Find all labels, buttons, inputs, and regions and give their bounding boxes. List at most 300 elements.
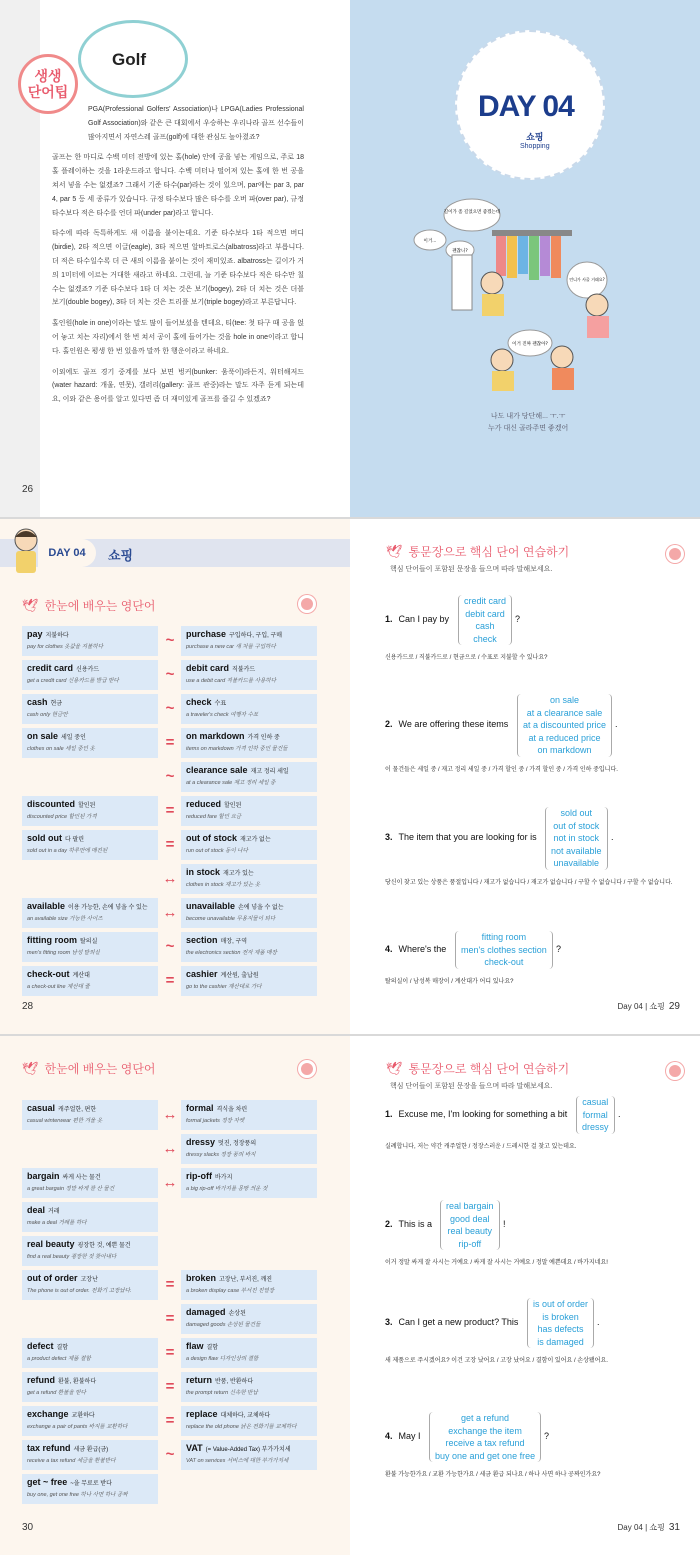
golf-para: 이외에도 골프 경기 중계를 보다 보면 벙커(bunker: 움푹이)라든지, 워터해저드(water hazard: 개울, 연못), 갤러리(gallery: 골프 관중)라는 말도 자주 듣게 되는데요, 이와 같은 용어를 알고 있다면 좀 더 재미있게 골프를 즐길 수 있겠죠?	[52, 368, 304, 404]
question-number: 4.	[385, 1431, 393, 1441]
question-end: ?	[556, 943, 562, 954]
practice-title	[386, 543, 569, 560]
vocab-word	[27, 1375, 153, 1385]
option-word: debit card	[465, 608, 505, 619]
vocab-word-ko: 굉장한 것, 예쁜 물건	[77, 1243, 131, 1249]
page-29	[350, 519, 700, 1034]
vocab-word-en: in stock	[186, 867, 221, 877]
spread-vocab-2	[0, 1036, 700, 1555]
vocab-word-ko: 고장난	[80, 1277, 98, 1283]
vocab-word	[186, 969, 312, 979]
vocab-word-ko: 가격 인하 중	[247, 735, 280, 741]
vocab-word-en: out of stock	[186, 833, 237, 843]
vocab-row	[22, 762, 317, 792]
vocab-word	[27, 1103, 153, 1113]
vocab-word	[186, 867, 312, 877]
vocab-example: make a deal 거래를 하다	[27, 1220, 87, 1226]
vocab-word	[27, 1273, 153, 1283]
vocab-row	[22, 796, 317, 826]
page-26	[0, 0, 350, 517]
relation-symbol: ~	[165, 632, 175, 649]
golf-para: PGA(Professional Golfers' Association)나 LPGA(Ladies Professional Golf Association)와 같은 큰 대회에서 우승하는 우리나라 골프 선수들이 많아지면서 자연스레 골프(golf)에 대한 관심도 높아졌죠?	[88, 106, 304, 141]
vocab-word-en: on markdown	[186, 731, 245, 741]
vocab-word	[27, 697, 153, 707]
page-30	[0, 1036, 350, 1555]
friend-body	[587, 316, 609, 338]
vocab-word-ko: (= Value-Added Tax) 부가가치세	[205, 1447, 291, 1453]
golf-para: 홀인원(hole in one)이라는 말도 많이 들어보셨을 텐데요, 티(tee: 첫 타구 때 공을 얹어 놓고 치는 자리)에서 한 번 쳐서 공이 홀에 들어가는 것을 hole in one이라고 합니다. 홀인원은 평생 한 번 있을까 말까 한 행운이라고 하네요.	[52, 320, 304, 355]
question-line	[385, 614, 449, 624]
vocab-word	[186, 1103, 312, 1113]
vocab-row	[22, 1474, 317, 1504]
translation: 환불 가능한가요 / 교환 가능한가요 / 세금 환급 되나요 / 하나 사면 하나 공짜인가요?	[385, 1472, 601, 1478]
vocab-word-ko: 고장난, 부서진, 깨진	[219, 1277, 273, 1283]
vocab-word	[186, 1137, 312, 1147]
vocab-example: a broken display case 부서진 진열장	[186, 1288, 275, 1294]
vocab-word-en: refund	[27, 1375, 55, 1385]
relation-symbol: =	[165, 802, 175, 819]
question-end: ?	[515, 614, 521, 624]
question-text: Can I pay by	[398, 614, 450, 624]
hanging-clothes	[496, 236, 561, 280]
vocab-word-en: formal	[186, 1103, 214, 1113]
question-line	[385, 944, 446, 954]
bird-icon: 🕊	[386, 1060, 403, 1076]
bird-icon: 🕊	[386, 543, 403, 559]
vocab-word-ko: 이용 가능한, 손에 넣을 수 있는	[68, 905, 148, 911]
vocab-word-en: out of order	[27, 1273, 78, 1283]
option-word: not in stock	[553, 833, 600, 843]
page-number: 30	[22, 1522, 34, 1533]
question-text: The item that you are looking for is	[398, 832, 537, 843]
question-text: Where's the	[398, 943, 447, 954]
question-number: 3.	[385, 1317, 393, 1327]
vocab-left	[22, 728, 158, 758]
vocab-right	[181, 1440, 317, 1470]
vocab-left	[22, 1168, 158, 1198]
question-text: May I	[398, 1431, 421, 1441]
vocab-row	[22, 1134, 317, 1164]
option-word: rip-off	[458, 1238, 482, 1249]
option-word: real beauty	[447, 1226, 493, 1236]
option-word: not available	[551, 845, 602, 856]
vocab-left	[22, 898, 158, 928]
relation-symbol: ↔	[162, 904, 178, 921]
option-word: men's clothes section	[461, 944, 547, 955]
vocab-word-en: check	[186, 697, 212, 707]
vocab-word-ko: 탈의실	[80, 939, 98, 945]
vocab-word-en: section	[186, 935, 218, 945]
relation-symbol: =	[165, 1378, 175, 1395]
practice-title-text: 통문장으로 핵심 단어 연습하기	[408, 545, 570, 559]
vocab-word	[27, 1171, 153, 1181]
page-number: 29	[668, 1001, 680, 1012]
vocab-left	[22, 1236, 158, 1266]
vocab-word-ko: 세일 중인	[61, 735, 86, 741]
vocab-left	[22, 1100, 158, 1130]
vocab-word-ko: 격식을 차린	[216, 1107, 248, 1113]
vocab-example: men's fitting room 남성 탈의실	[27, 950, 100, 956]
vocab-right	[181, 1100, 317, 1130]
vocab-word	[27, 629, 153, 639]
option-word: is out of order	[533, 1299, 589, 1309]
vocab-word-en: check-out	[27, 969, 70, 979]
vocab-right	[181, 728, 317, 758]
vocab-left	[22, 1406, 158, 1436]
question-text: Can I get a new product? This	[398, 1317, 519, 1327]
vocab-word	[186, 935, 312, 945]
vocab-right	[181, 626, 317, 656]
vocab-example: damaged goods 손상된 물건들	[186, 1322, 261, 1328]
question-line	[385, 1109, 567, 1119]
vocab-right	[181, 1304, 317, 1334]
vocab-example: formal jackets 정장 자켓	[186, 1118, 245, 1124]
option-word: unavailable	[553, 858, 600, 868]
footer-day: Day 04	[617, 1523, 643, 1532]
vocab-word	[27, 799, 153, 809]
vocab-word	[186, 833, 312, 843]
vocab-word-ko: 현금	[50, 701, 63, 707]
vocab-word	[27, 901, 153, 911]
vocab-word	[27, 935, 153, 945]
vocab-word-ko: 반품, 반환하다	[215, 1379, 254, 1385]
vocab-row	[22, 1406, 317, 1436]
friend-head	[586, 294, 608, 316]
vocab-word-en: tax refund	[27, 1443, 71, 1453]
vocab-right	[181, 1372, 317, 1402]
option-word: casual	[582, 1097, 609, 1107]
page-number: 26	[22, 484, 34, 495]
golf-article	[52, 103, 304, 414]
option-group	[429, 1412, 541, 1462]
vocab-left	[22, 1440, 158, 1470]
vocab-row	[22, 1168, 317, 1198]
translation: 이 물건들은 세일 중 / 재고 정리 세일 중 / 가격 할인 중 / 가격 할인 중 / 가격 인하 중입니다.	[385, 766, 618, 773]
vocab-word-en: VAT	[186, 1443, 203, 1453]
golf-para: 골프는 한 마디로 수백 미터 전방에 있는 홀(hole) 안에 공을 넣는 게임으로, 주로 18홀 플레이하는 것을 1라운드라고 합니다. 수백 미터나 떨어져 있는 홀에 한 번 공을 쳐서 넣을 수는 없겠죠? 그래서 기준 타수(par)라는 것이 있으며, par에는 par 3, par 4, par 5 등 세 종류가 있습니다. 규정 타수보다 많은 타수를 오버 파(over par), 규정 타수보다 적은 타수를 언더 파(under par)라고 합니다.	[52, 154, 304, 217]
golf-title: Golf	[112, 50, 146, 69]
vocab-word	[186, 1307, 312, 1317]
option-word: is broken	[542, 1311, 579, 1322]
relation-symbol: =	[165, 1276, 175, 1293]
footer-topic: 쇼핑	[649, 1523, 665, 1532]
vocab-word-ko: 직불카드	[232, 667, 256, 673]
badge-line1: 생생	[34, 68, 62, 84]
vocab-word-en: bargain	[27, 1171, 60, 1181]
section-title	[22, 1060, 156, 1077]
option-word: at a clearance sale	[526, 707, 603, 718]
question-end: .	[615, 719, 618, 730]
vocab-example: at a clearance sale 재고 정리 세일 중	[186, 780, 276, 786]
relation-symbol: ~	[165, 700, 175, 717]
cd-icon[interactable]	[298, 1060, 316, 1078]
vocab-word-ko: 대체하다, 교체하다	[220, 1413, 271, 1419]
vocab-example: a traveler's check 여행자 수표	[186, 712, 259, 718]
vocab-right	[181, 1134, 317, 1164]
vocab-row	[22, 1338, 317, 1368]
option-word: on sale	[550, 695, 580, 705]
vocab-left	[22, 796, 158, 826]
vocab-word	[186, 765, 312, 775]
vocab-right	[181, 932, 317, 962]
vocab-word-en: dressy	[186, 1137, 216, 1147]
vocab-example: exchange a pair of pants 바지를 교환하다	[27, 1424, 128, 1430]
question-end: .	[611, 832, 614, 843]
vocab-right	[181, 694, 317, 724]
option-group	[517, 694, 612, 757]
vocab-example: an available size 가능한 사이즈	[27, 916, 103, 922]
translation: 새 제품으로 주시겠어요? 이건 고장 났어요 / 고장 났어요 / 결함이 있어요 / 손상됐어요.	[385, 1358, 608, 1364]
vocab-left	[22, 932, 158, 962]
vocab-row	[22, 864, 317, 894]
vocab-right	[181, 898, 317, 928]
practice-title-text: 통문장으로 핵심 단어 연습하기	[408, 1062, 570, 1076]
section-title-text: 한눈에 배우는 영단어	[44, 599, 156, 613]
page-28	[0, 519, 350, 1034]
question-number: 1.	[385, 1108, 393, 1119]
vocab-example: clothes in stock 재고가 있는 옷	[186, 882, 261, 888]
vocab-word-ko: 구입하다, 구입, 구매	[229, 633, 283, 639]
vocab-example: clothes on sale 세일 중인 옷	[27, 746, 95, 752]
vocab-example: pay for clothes 옷값을 지불하다	[27, 644, 104, 650]
girl-head	[491, 349, 513, 371]
vocab-word-en: debit card	[186, 663, 230, 673]
vocab-word-ko: 신용카드	[76, 667, 100, 673]
vocab-word-en: exchange	[27, 1409, 69, 1419]
vocab-word-ko: 싸게 사는 물건	[62, 1175, 101, 1181]
option-word: formal	[582, 1109, 608, 1120]
vocab-word	[27, 1341, 153, 1351]
vocab-word-en: fitting room	[27, 935, 77, 945]
vocab-word-en: clearance sale	[186, 765, 248, 775]
cd-icon[interactable]	[666, 1062, 684, 1080]
section-title	[22, 597, 156, 614]
vocab-word-en: discounted	[27, 799, 76, 809]
girl-head	[481, 272, 503, 294]
vocab-example: a check-out line 계산대 줄	[27, 984, 90, 990]
option-word: at a reduced price	[528, 732, 601, 743]
girl-body	[482, 294, 504, 316]
vocab-left	[22, 694, 158, 724]
relation-symbol: ↔	[162, 1106, 178, 1123]
vocab-word-en: sold out	[27, 833, 62, 843]
bubble-text: 괜찮니?	[452, 249, 468, 254]
vocab-left	[22, 830, 158, 860]
girl-body	[492, 371, 514, 391]
vocab-row	[22, 830, 317, 860]
vocab-example: reduced fare 할인 요금	[186, 814, 242, 820]
vocab-word	[186, 1375, 312, 1385]
vocab-row	[22, 1202, 317, 1232]
vocab-word-en: broken	[186, 1273, 217, 1283]
vocab-word	[186, 1273, 312, 1283]
spread-vocab-1	[0, 519, 700, 1034]
vocab-row	[22, 1440, 317, 1470]
relation-symbol: ~	[165, 666, 175, 683]
page-footer: Day 04 | 쇼핑 29	[617, 1001, 680, 1012]
mirror	[452, 255, 472, 310]
question-end: .	[597, 1317, 600, 1327]
vocab-word	[27, 1409, 153, 1419]
relation-symbol: =	[165, 734, 175, 751]
relation-symbol: =	[165, 836, 175, 853]
relation-symbol: =	[165, 972, 175, 989]
vocab-word	[186, 629, 312, 639]
vocab-left	[22, 660, 158, 690]
caption-line: 누가 대신 골라주면 좋겠어	[488, 425, 569, 432]
vocab-right	[181, 864, 317, 894]
vocab-row	[22, 1372, 317, 1402]
vocab-example: find a real beauty 굉장한 것 찾아내다	[27, 1254, 117, 1260]
vocab-example: a design flaw 디자인상의 결함	[186, 1356, 259, 1362]
speech-bubble	[444, 199, 500, 231]
vocab-row	[22, 898, 317, 928]
question-line	[385, 1431, 421, 1441]
page-31	[350, 1036, 700, 1555]
vocab-word-en: flaw	[186, 1341, 204, 1351]
vocab-word-en: purchase	[186, 629, 227, 639]
vocab-example: discounted price 할인된 가격	[27, 814, 97, 820]
vocab-word-en: deal	[27, 1205, 46, 1215]
vocab-row	[22, 728, 317, 758]
vocab-word-en: rip-off	[186, 1171, 212, 1181]
option-group	[440, 1200, 500, 1250]
option-word: good deal	[449, 1213, 490, 1224]
vocab-word-en: cashier	[186, 969, 218, 979]
vocab-word-en: defect	[27, 1341, 54, 1351]
vocab-word-ko: 결함	[56, 1345, 69, 1351]
vocab-word-ko: 매장, 구역	[220, 939, 248, 945]
vocab-example: a big rip-off 바가지를 몽땅 씌운 것	[186, 1186, 268, 1192]
question-end: ?	[544, 1431, 550, 1441]
relation-symbol: =	[165, 1344, 175, 1361]
vocab-example: become unavailable 무용지물이 되다	[186, 916, 276, 922]
translation: 당신이 찾고 있는 상품은 품절입니다 / 재고가 없습니다 / 재고가 없습니다 / 구할 수 없습니다 / 구할 수 없습니다.	[385, 879, 673, 886]
relation-symbol: ~	[165, 768, 175, 785]
page-number: 28	[22, 1001, 34, 1012]
vocab-right	[181, 966, 317, 996]
vocab-word-ko: 멋진, 정장풍의	[218, 1141, 257, 1147]
question-line	[385, 719, 508, 729]
question-end: !	[503, 1219, 506, 1229]
relation-symbol: ~	[165, 938, 175, 955]
question-text: We are offering these items	[398, 719, 509, 730]
cd-icon[interactable]	[666, 545, 684, 563]
vocab-example: The phone is out of order. 전화기 고장났다.	[27, 1288, 132, 1294]
vocab-right	[181, 796, 317, 826]
golf-para: 타수에 따라 독특하게도 새 이름을 붙이는데요. 기준 타수보다 1타 적으면 버디(birdie), 2타 적으면 이글(eagle), 3타 적으면 알바트로스(albatross)라고 부릅니다. 더 적은 타수일수록 더 큰 새의 이름을 붙이는 것이 재미있죠. albatross는 길이가 거의 1미터에 이르는 거대한 새라고 하네요. 그런데, 늘 기준 타수보다 적은 타수만 칠 수는 없겠죠? 기준 타수보다 1타 더 치는 것은 보기(bogey), 2타 더 치는 것은 더블 보기(double bogey), 3타 더 치는 것은 트리플 보기(triple bogey)라고 부른답니다.	[52, 230, 304, 307]
question-line	[385, 832, 537, 842]
bird-icon: 🕊	[22, 597, 39, 613]
relation-symbol: =	[165, 1412, 175, 1429]
vocab-example: buy one, get one free 하나 사면 하나 공짜	[27, 1492, 128, 1498]
vocab-row	[22, 966, 317, 996]
question-line	[385, 1317, 518, 1327]
vocab-row	[22, 1304, 317, 1334]
translation: 탈의실이 / 남성복 매장이 / 계산대가 어디 있나요?	[385, 978, 514, 985]
vocab-word-en: damaged	[186, 1307, 226, 1317]
badge-line2: 단어팁	[27, 84, 69, 100]
option-word: cash	[475, 621, 495, 631]
vocab-example: the prompt return 신속한 반납	[186, 1390, 258, 1396]
section-title-text: 한눈에 배우는 영단어	[44, 1062, 156, 1076]
vocab-example: get a credit card 신용카드를 발급 받다	[27, 678, 119, 684]
vocab-word	[27, 1477, 153, 1487]
vocab-word-ko: 계산원, 출납원	[220, 973, 259, 979]
vocab-right	[181, 1338, 317, 1368]
vocab-example: a product defect 제품 결함	[27, 1356, 91, 1362]
question-number: 4.	[385, 943, 393, 954]
vocab-word-ko: 계산대	[72, 973, 90, 979]
vocab-word-en: available	[27, 901, 66, 911]
cd-icon[interactable]	[298, 595, 316, 613]
option-word: at a discounted price	[523, 720, 607, 730]
day-title: DAY 04	[478, 90, 574, 123]
option-word: on markdown	[537, 745, 592, 755]
vocab-word-ko: 손상된	[228, 1311, 246, 1317]
vocab-example: items on markdown 가격 인하 중인 물건들	[186, 746, 288, 752]
vocab-example: the electronics section 전자 제품 매장	[186, 950, 277, 956]
vocab-word	[27, 833, 153, 843]
vocab-word-ko: 거래	[48, 1209, 60, 1215]
bubble-text: 이거 진짜 괜찮아?	[512, 342, 548, 347]
vocab-example: replace the old phone 낡은 전화기를 교체하다	[186, 1424, 297, 1430]
question-number: 2.	[385, 719, 393, 730]
translation: 신용카드로 / 직불카드로 / 현금으로 / 수표로 지불할 수 있나요?	[385, 655, 548, 661]
vocab-right	[181, 830, 317, 860]
footer-day: Day 04	[617, 1002, 643, 1011]
day-tab-ko: 쇼핑	[108, 548, 134, 563]
bubble-text: 언니가 사줄 거래요?	[569, 277, 605, 282]
bird-icon: 🕊	[22, 1060, 39, 1076]
option-word: out of stock	[553, 820, 600, 831]
vocab-word	[27, 969, 153, 979]
vocab-word	[186, 1443, 312, 1453]
relation-symbol: =	[165, 1310, 175, 1327]
vocab-word-ko: 재고가 있는	[223, 871, 254, 877]
vocab-row	[22, 626, 317, 656]
vocab-word	[27, 663, 153, 673]
vocab-left	[22, 1474, 158, 1504]
vocab-word-en: get ~ free	[27, 1477, 68, 1487]
friend-body	[552, 368, 574, 390]
vocab-word-en: credit card	[27, 663, 74, 673]
question-text: Excuse me, I'm looking for something a bit	[398, 1108, 568, 1119]
vocab-example: a great bargain 정말 싸게 잘 산 물건	[27, 1186, 115, 1192]
vocab-word	[186, 901, 312, 911]
vocab-word-ko: 다 팔린	[65, 837, 85, 843]
vocab-example: dressy slacks 정장 풍의 바지	[186, 1152, 256, 1158]
vocab-word-ko: ~을 무료로 받다	[70, 1481, 112, 1487]
vocab-row	[22, 1100, 317, 1130]
vocab-word-ko: 할인된	[78, 803, 96, 809]
bubble-text: 길이가 좀 길었으면 좋겠는데	[443, 210, 501, 215]
day-subtitle	[520, 130, 550, 150]
vocab-word-en: unavailable	[186, 901, 236, 911]
question-number: 1.	[385, 614, 393, 624]
option-word: get a refund	[461, 1413, 510, 1423]
vocab-left	[22, 1270, 158, 1300]
clothes-rack	[492, 230, 572, 236]
translation: 이거 정말 싸게 잘 사시는 거예요 / 싸게 잘 사시는 거예요 / 정말 예쁜데요 / 바가지네요!	[385, 1260, 608, 1266]
vocab-example: use a debit card 직불카드를 사용하다	[186, 678, 277, 684]
vocab-word	[27, 1443, 153, 1453]
option-word: sold out	[560, 808, 593, 818]
vocab-word	[186, 697, 312, 707]
vocab-left	[22, 626, 158, 656]
footer-topic: 쇼핑	[649, 1002, 665, 1011]
vocab-word-ko: 손에 넣을 수 없는	[238, 905, 284, 911]
